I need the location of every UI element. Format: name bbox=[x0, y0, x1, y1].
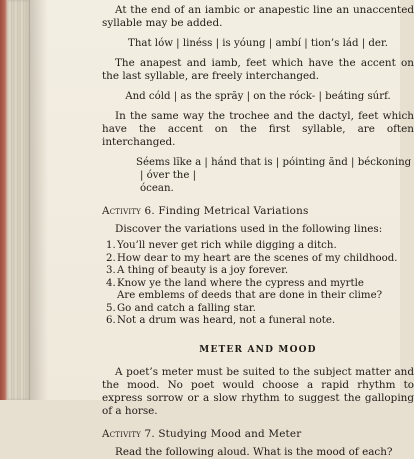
list-item-text: Go and catch a falling star. bbox=[117, 302, 256, 314]
book-page-edges bbox=[0, 0, 30, 400]
list-item-text: You’ll never get rich while digging a ditch. bbox=[117, 240, 337, 251]
paragraph-read-aloud: Read the following aloud. What is the mood of each? bbox=[115, 445, 393, 458]
list-item-number: 4. bbox=[106, 277, 116, 289]
list-item-number: 2. bbox=[106, 252, 116, 264]
activity-6-heading bbox=[102, 205, 414, 218]
paragraph-unaccented-syllable: At the end of an iambic or anapestic line an unaccented syllable may be added. bbox=[102, 4, 414, 29]
verse-example-3-line-2: ócean. bbox=[140, 183, 174, 194]
verse-example-1: That lów | linéss | is yóung | ambí | tion’s lád | der. bbox=[128, 38, 388, 49]
activity-6-label: Activity 6. bbox=[102, 205, 155, 217]
list-item bbox=[106, 303, 414, 316]
activity-7-label: Activity 7. bbox=[102, 427, 155, 440]
list-item-number: 3. bbox=[106, 265, 116, 276]
verse-example-2: And cóld | as the sprăy | on the róck- | beáting súrf. bbox=[125, 91, 391, 102]
paragraph-anapest-iamb: The anapest and iamb, feet which have the accent on the last syllable, are freely interchanged. bbox=[102, 57, 414, 82]
list-item-text: A thing of beauty is a joy forever. bbox=[117, 265, 289, 276]
list-item-text: How dear to my heart are the scenes of my childhood. bbox=[117, 252, 398, 264]
section-heading-meter-and-mood: METER AND MOOD bbox=[199, 344, 317, 355]
page-content bbox=[102, 4, 414, 459]
list-item-number: 5. bbox=[106, 302, 116, 314]
exercise-lines-list bbox=[102, 240, 414, 328]
list-item-number: 6. bbox=[106, 315, 116, 326]
verse-example-3-line-1: Séems lĭke a | hánd that is | póinting ănd | béckoning | óver the | bbox=[136, 157, 412, 181]
activity-7-heading bbox=[102, 428, 414, 441]
list-item bbox=[106, 315, 414, 328]
list-item-text: Not a drum was heard, not a funeral note. bbox=[117, 315, 336, 326]
verse-example-3 bbox=[102, 156, 414, 195]
list-item-number: 1. bbox=[106, 240, 116, 251]
paragraph-discover-variations: Discover the variations used in the following lines: bbox=[115, 223, 383, 235]
paragraph-trochee-dactyl: In the same way the trochee and the dactyl, feet which have the accent on the first syllable, are often interchanged. bbox=[102, 110, 414, 148]
list-item bbox=[106, 265, 414, 278]
list-item bbox=[106, 278, 414, 303]
book-page bbox=[30, 0, 414, 458]
activity-6-title: Finding Metrical Variations bbox=[158, 205, 309, 217]
list-item bbox=[106, 240, 414, 253]
list-item-continuation: Are emblems of deeds that are done in their clime? bbox=[117, 290, 383, 301]
paragraph-meter-mood: A poet’s meter must be suited to the subject matter and the mood. No poet would choose a rapid rhythm to express sorrow or a slow rhythm to suggest the galloping of a horse. bbox=[102, 365, 414, 417]
activity-7-title: Studying Mood and Meter bbox=[158, 427, 302, 440]
book-cover-edge bbox=[0, 0, 8, 400]
list-item-text: Know ye the land where the cypress and myrtle bbox=[117, 277, 364, 289]
list-item bbox=[106, 253, 414, 266]
